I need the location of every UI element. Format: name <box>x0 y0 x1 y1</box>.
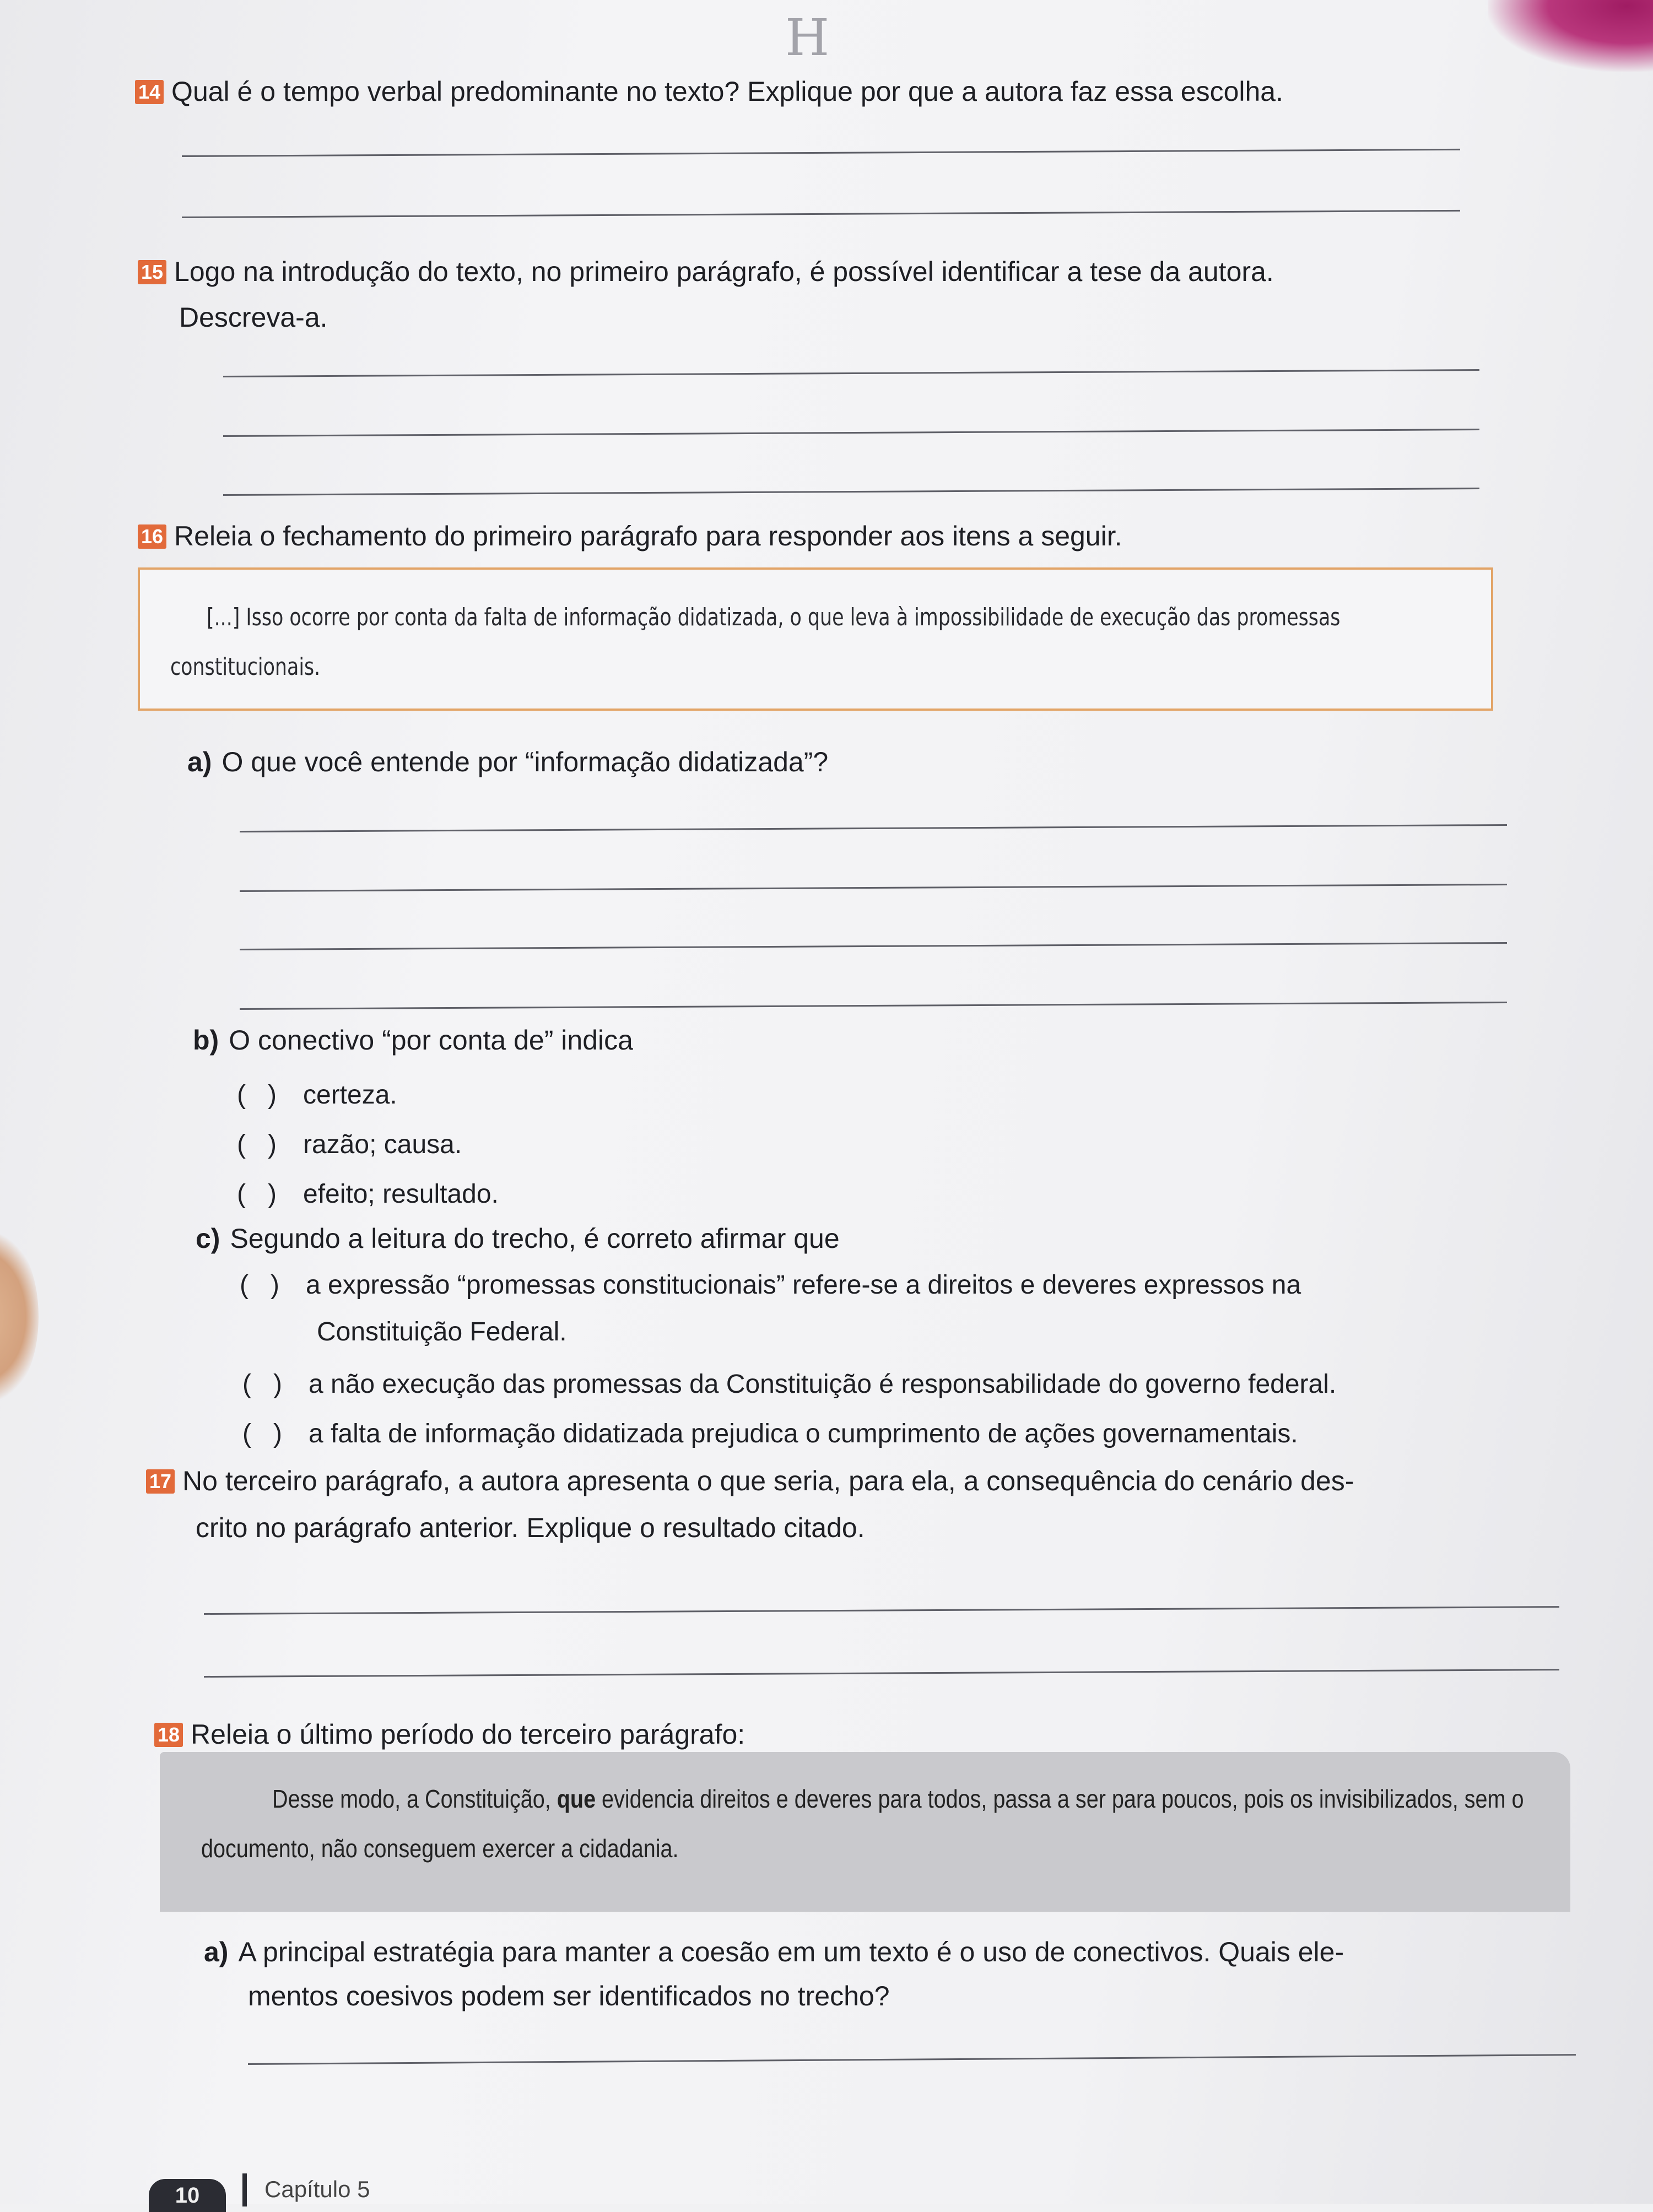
quote-box-grey <box>160 1752 1570 1912</box>
chapter-label: Capítulo 5 <box>264 2176 370 2202</box>
question-text: No terceiro parágrafo, a autora apresenta o que seria, para ela, a consequência do cenário des- <box>182 1465 1354 1496</box>
question-text: Releia o fechamento do primeiro parágrafo para responder aos itens a seguir. <box>174 521 1122 551</box>
question-text: Logo na introdução do texto, no primeiro parágrafo, é possível identificar a tese da autora. <box>174 256 1274 287</box>
footer-divider <box>242 2173 247 2206</box>
item-text: O que você entende por “informação didatizada”? <box>222 747 829 777</box>
option-text: razão; causa. <box>303 1130 462 1159</box>
item-18a <box>204 1931 1636 1974</box>
page-number: 10 <box>149 2179 226 2212</box>
finger-shadow <box>0 1234 39 1399</box>
answer-line[interactable] <box>240 942 1507 950</box>
item-letter: b) <box>193 1025 219 1056</box>
question-number-badge: 17 <box>146 1469 175 1494</box>
item-18a-line2 <box>248 1975 1570 2018</box>
option-text: efeito; resultado. <box>303 1180 499 1209</box>
option-text: a expressão “promessas constitucionais” refere-se a direitos e deveres expressos na <box>306 1270 1301 1300</box>
question-text-continued: crito no parágrafo anterior. Explique o resultado citado. <box>196 1512 865 1543</box>
question-number-badge: 14 <box>135 80 164 104</box>
answer-line[interactable] <box>223 488 1479 496</box>
question-text: Releia o último período do terceiro parágrafo: <box>191 1719 746 1750</box>
question-14 <box>135 71 1512 113</box>
answer-line[interactable] <box>204 1606 1559 1615</box>
question-16 <box>138 515 1515 558</box>
option-promessas-cont <box>317 1311 1584 1354</box>
option-governo-federal[interactable] <box>242 1364 1592 1406</box>
item-16b <box>193 1019 1515 1062</box>
item-text-continued: mentos coesivos podem ser identificados no trecho? <box>248 1981 890 2011</box>
handwritten-mark: H <box>785 8 830 67</box>
option-certeza[interactable] <box>237 1074 397 1117</box>
answer-line[interactable] <box>182 149 1460 157</box>
question-text-continued: Descreva-a. <box>179 302 328 333</box>
item-16c <box>196 1218 1518 1261</box>
answer-line[interactable] <box>204 1669 1559 1678</box>
option-razao-causa[interactable] <box>237 1124 462 1166</box>
question-18 <box>154 1713 1532 1756</box>
quote-text: [...] Isso ocorre por conta da falta de informação didatizada, o que leva à impossibilidade de execução das promessas constitucionais. <box>170 603 1341 681</box>
question-17 <box>146 1460 1579 1503</box>
checkbox-parens[interactable]: ( ) <box>237 1130 277 1159</box>
answer-line[interactable] <box>248 2054 1576 2065</box>
option-text: a não execução das promessas da Constituição é responsabilidade do governo federal. <box>309 1370 1337 1399</box>
quote-box <box>138 567 1493 711</box>
option-efeito-resultado[interactable] <box>237 1173 499 1216</box>
answer-line[interactable] <box>240 824 1507 832</box>
answer-line[interactable] <box>240 884 1507 892</box>
question-15 <box>138 251 1515 294</box>
answer-line[interactable] <box>240 1002 1507 1010</box>
corner-fabric <box>1488 0 1653 72</box>
answer-line[interactable] <box>182 210 1460 218</box>
option-acoes-governamentais[interactable] <box>242 1413 1592 1456</box>
checkbox-parens[interactable]: ( ) <box>242 1370 282 1399</box>
checkbox-parens[interactable]: ( ) <box>240 1270 279 1300</box>
option-promessas[interactable] <box>240 1264 1590 1307</box>
highlighted-word: que <box>557 1784 596 1813</box>
question-text: Qual é o tempo verbal predominante no texto? Explique por que a autora faz essa escolha. <box>171 76 1283 107</box>
checkbox-parens[interactable]: ( ) <box>237 1180 277 1209</box>
option-text-continued: Constituição Federal. <box>317 1317 567 1346</box>
question-number-badge: 18 <box>154 1723 183 1747</box>
question-number-badge: 15 <box>138 260 166 284</box>
item-text: Segundo a leitura do trecho, é correto afirmar que <box>230 1223 840 1254</box>
item-text: O conectivo “por conta de” indica <box>229 1025 633 1056</box>
question-number-badge: 16 <box>138 524 166 549</box>
checkbox-parens[interactable]: ( ) <box>237 1080 277 1110</box>
option-text: a falta de informação didatizada prejudica o cumprimento de ações governamentais. <box>309 1419 1298 1448</box>
item-text: A principal estratégia para manter a coesão em um texto é o uso de conectivos. Quais ele- <box>238 1937 1344 1967</box>
item-letter: a) <box>187 747 212 777</box>
option-text: certeza. <box>303 1080 397 1110</box>
question-15-line2 <box>179 296 1501 339</box>
answer-line[interactable] <box>223 429 1479 437</box>
quote-text: Desse modo, a Constituição, que evidencia direitos e deveres para todos, passa a ser para poucos, pois os invisibilizados, sem o documento, não conseguem exercer a cidadania. <box>201 1784 1524 1863</box>
question-17-line2 <box>196 1507 1573 1550</box>
item-letter: c) <box>196 1223 220 1254</box>
checkbox-parens[interactable]: ( ) <box>242 1419 282 1448</box>
item-letter: a) <box>204 1937 229 1967</box>
answer-line[interactable] <box>223 369 1479 377</box>
item-16a <box>187 741 1510 784</box>
